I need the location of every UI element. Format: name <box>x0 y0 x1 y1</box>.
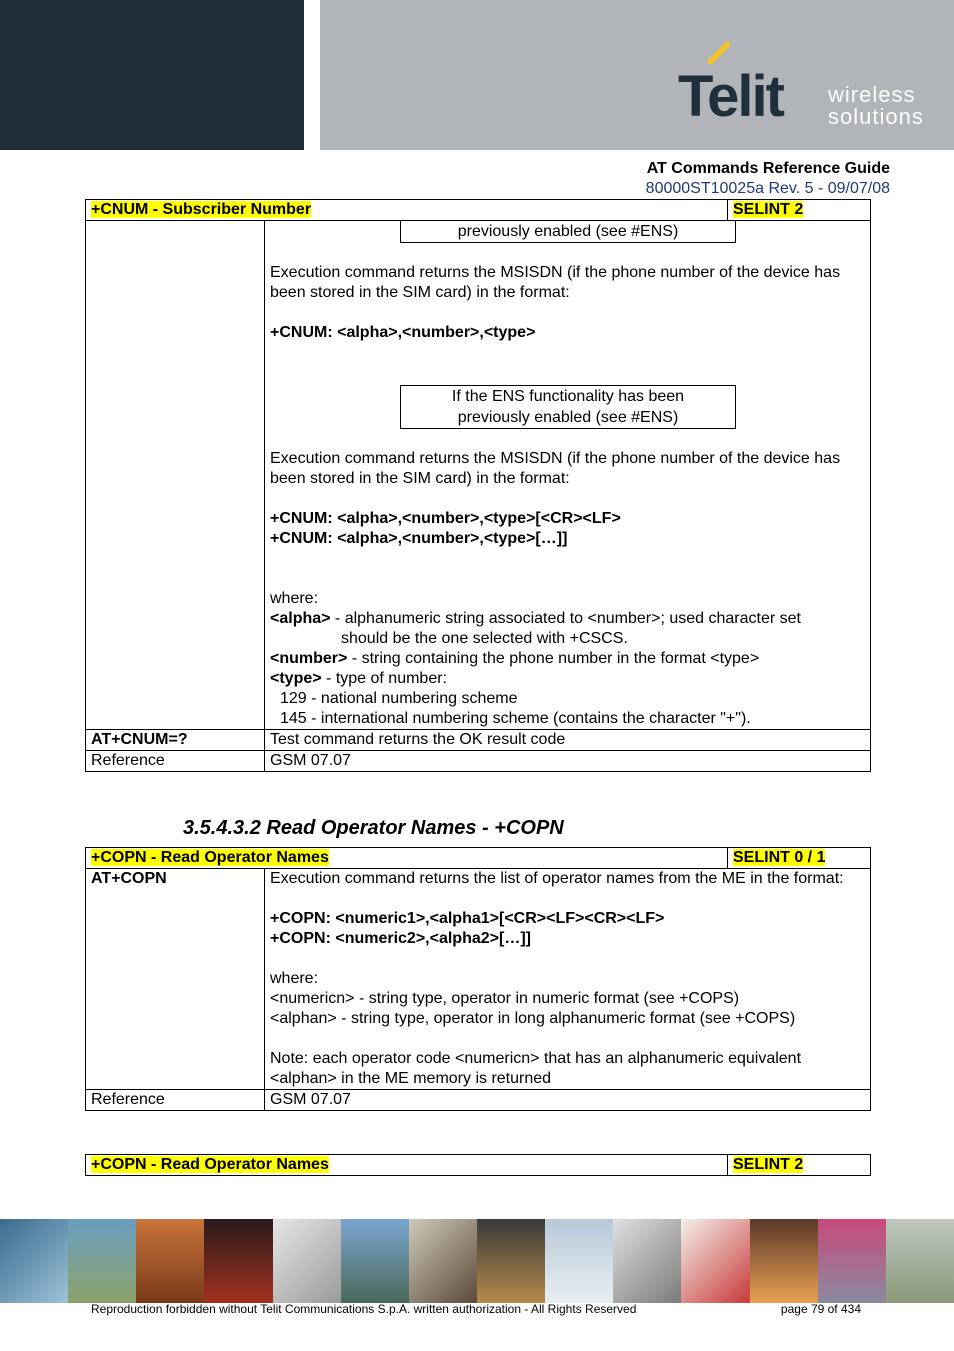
cnum-reference-value: GSM 07.07 <box>265 751 871 772</box>
telit-logo <box>678 48 938 128</box>
cnum-table <box>85 199 871 772</box>
copn-desc-cell <box>265 869 871 1090</box>
cnum-title: +CNUM - Subscriber Number <box>91 201 312 218</box>
copn-command: AT+COPN <box>86 869 265 1090</box>
type-145: 145 - international numbering scheme (contains the character "+"). <box>280 710 751 727</box>
copn-title: +COPN - Read Operator Names <box>91 849 329 866</box>
footer-photo-strip <box>0 1219 954 1303</box>
photo-meter <box>613 1219 681 1303</box>
photo-printing <box>818 1219 886 1303</box>
cnum-exec-text-2: Execution command returns the MSISDN (if the phone number of the device has been stored in the SIM card) in the format: <box>270 450 841 487</box>
copn-format-2: +COPN: <numeric2>,<alpha2>[…]] <box>270 930 531 947</box>
photo-containers <box>136 1219 204 1303</box>
photo-camera <box>886 1219 954 1303</box>
photo-card <box>409 1219 477 1303</box>
photo-station <box>750 1219 818 1303</box>
copn2-title: +COPN - Read Operator Names <box>91 1156 329 1173</box>
logo-tagline-2: solutions <box>828 104 924 129</box>
header-dark-panel <box>0 0 304 150</box>
photo-vending <box>477 1219 545 1303</box>
alpha-param-desc-2: should be the one selected with +CSCS. <box>341 630 628 647</box>
ens-note-text-2b: previously enabled (see #ENS) <box>457 409 679 426</box>
cnum-reference-label: Reference <box>86 751 265 772</box>
copn-selint-cell <box>728 848 871 869</box>
photo-field <box>68 1219 136 1303</box>
copn-title-cell <box>86 848 728 869</box>
cnum-exec-desc-cell <box>265 221 871 730</box>
alpha-param: <alpha> <box>270 610 331 627</box>
copn-exec-text: Execution command returns the list of operator names from the ME in the format: <box>270 870 844 887</box>
cnum-test-desc: Test command returns the OK result code <box>265 730 871 751</box>
copn-alpha-desc: <alphan> - string type, operator in long alphanumeric format (see +COPS) <box>270 1010 796 1027</box>
cnum-format-2b: +CNUM: <alpha>,<number>,<type>[…]] <box>270 530 568 547</box>
photo-wind-turbines <box>545 1219 613 1303</box>
copn-selint: SELINT 0 / 1 <box>733 849 826 866</box>
section-number: 3.5.4.3.2 <box>183 817 261 839</box>
cnum-selint: SELINT 2 <box>733 201 804 218</box>
ens-note-text-1: previously enabled (see #ENS) <box>457 223 679 240</box>
cnum-where: where: <box>270 590 319 607</box>
footer-copyright: Reproduction forbidden without Telit Communications S.p.A. written authorization - All Rights Reserved <box>91 1302 637 1316</box>
copn-reference-value: GSM 07.07 <box>265 1090 871 1111</box>
number-param: <number> <box>270 650 348 667</box>
copn2-selint-cell <box>728 1155 871 1176</box>
copn-table <box>85 847 871 1111</box>
cnum-exec-text-1: Execution command returns the MSISDN (if the phone number of the device has been stored in the SIM card) in the format: <box>270 264 841 301</box>
photo-road <box>0 1219 68 1303</box>
copn-note: Note: each operator code <numericn> that has an alphanumeric equivalent <alphan> in the ME memory is returned <box>270 1050 802 1087</box>
section-heading <box>183 817 564 840</box>
photo-keyboard <box>273 1219 341 1303</box>
photo-clock-display <box>204 1219 272 1303</box>
footer-page-number: page 79 of 434 <box>780 1302 861 1316</box>
ens-note-text-2a: If the ENS functionality has been <box>451 388 685 405</box>
document-title: AT Commands Reference Guide <box>646 160 890 177</box>
footer <box>91 1302 861 1316</box>
photo-cyclist <box>341 1219 409 1303</box>
alpha-param-desc: - alphanumeric string associated to <number>; used character set <box>330 610 801 627</box>
type-129: 129 - national numbering scheme <box>280 690 518 707</box>
copn-numeric-desc: <numericn> - string type, operator in numeric format (see +COPS) <box>270 990 740 1007</box>
type-param: <type> <box>270 670 322 687</box>
ens-note-box-2 <box>400 385 736 429</box>
type-param-desc: - type of number: <box>321 670 447 687</box>
cnum-format-1: +CNUM: <alpha>,<number>,<type> <box>270 324 536 341</box>
copn2-title-cell <box>86 1155 728 1176</box>
section-title: Read Operator Names - +COPN <box>266 817 564 839</box>
cnum-test-command: AT+CNUM=? <box>86 730 265 751</box>
document-revision: 80000ST10025a Rev. 5 - 09/07/08 <box>645 180 890 197</box>
copn2-selint: SELINT 2 <box>733 1156 804 1173</box>
copn-where: where: <box>270 970 319 987</box>
number-param-desc: - string containing the phone number in the format <type> <box>347 650 760 667</box>
logo-wordmark: Telit <box>678 64 783 129</box>
cnum-title-cell <box>86 200 728 221</box>
ens-note-box-1 <box>400 221 736 243</box>
cnum-exec-label-cell <box>86 221 265 730</box>
cnum-selint-cell <box>728 200 871 221</box>
cnum-format-2a: +CNUM: <alpha>,<number>,<type>[<CR><LF> <box>270 510 621 527</box>
copn-selint2-table <box>85 1154 871 1176</box>
logo-tagline-1: wireless <box>828 82 916 107</box>
copn-reference-label: Reference <box>86 1090 265 1111</box>
copn-format-1: +COPN: <numeric1>,<alpha1>[<CR><LF><CR><LF> <box>270 910 665 927</box>
photo-laser <box>681 1219 749 1303</box>
